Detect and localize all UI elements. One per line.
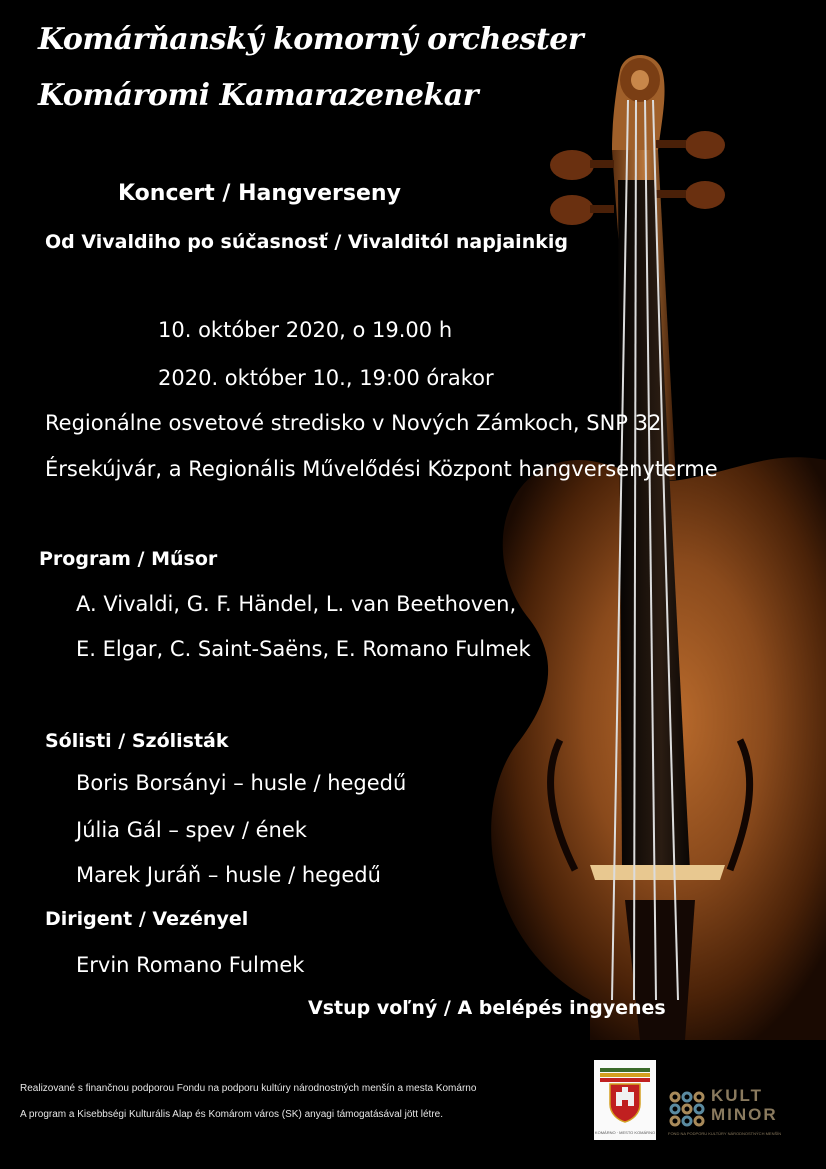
kultminor-line-2: MINOR <box>711 1105 778 1124</box>
program-line-1: A. Vivaldi, G. F. Händel, L. van Beethoven, <box>76 592 517 616</box>
soloists-heading: Sólisti / Szólisták <box>45 730 229 752</box>
program-line-2: E. Elgar, C. Saint-Saëns, E. Romano Fulmek <box>76 637 531 661</box>
venue-hu: Érsekújvár, a Regionális Művelődési Központ hangversenyterme <box>45 457 718 481</box>
program-heading: Program / Műsor <box>39 548 218 570</box>
crest-caption: KOMÁRNO · MESTO KOMÁRNO <box>594 1130 656 1135</box>
soloist-item: Marek Juráň – husle / hegedű <box>76 863 381 887</box>
orchestra-name-hu: Komáromi Kamarazenekar <box>38 78 478 113</box>
conductor-heading: Dirigent / Vezényel <box>45 908 249 930</box>
concert-title: Koncert / Hangverseny <box>118 181 401 206</box>
entry-note: Vstup voľný / A belépés ingyenes <box>308 997 666 1019</box>
kultminor-line-1: KULT <box>711 1086 764 1105</box>
soloist-item: Júlia Gál – spev / ének <box>76 818 307 842</box>
kultminor-logo-icon <box>668 1090 706 1128</box>
komarno-crest-logo <box>594 1060 656 1140</box>
footer-line-hu: A program a Kisebbségi Kulturális Alap és Komárom város (SK) anyagi támogatásával jött létre. <box>20 1109 443 1120</box>
kultminor-tagline: FOND NA PODPORU KULTÚRY NÁRODNOSTNÝCH MENŠÍN <box>668 1131 782 1136</box>
komarno-crest-icon <box>594 1060 656 1130</box>
concert-subtitle: Od Vivaldiho po súčasnosť / Vivalditól napjainkig <box>45 231 568 253</box>
date-sk: 10. október 2020, o 19.00 h <box>158 318 453 342</box>
footer-line-sk: Realizované s finančnou podporou Fondu na podporu kultúry národnostných menšín a mesta Komárno <box>20 1083 477 1094</box>
violin-illustration <box>440 40 826 1040</box>
venue-sk: Regionálne osvetové stredisko v Nových Zámkoch, SNP 32 <box>45 411 662 435</box>
soloist-item: Boris Borsányi – husle / hegedű <box>76 771 407 795</box>
date-hu: 2020. október 10., 19:00 órakor <box>158 366 494 390</box>
orchestra-name-sk: Komárňanský komorný orchester <box>38 22 584 57</box>
conductor-name: Ervin Romano Fulmek <box>76 953 305 977</box>
